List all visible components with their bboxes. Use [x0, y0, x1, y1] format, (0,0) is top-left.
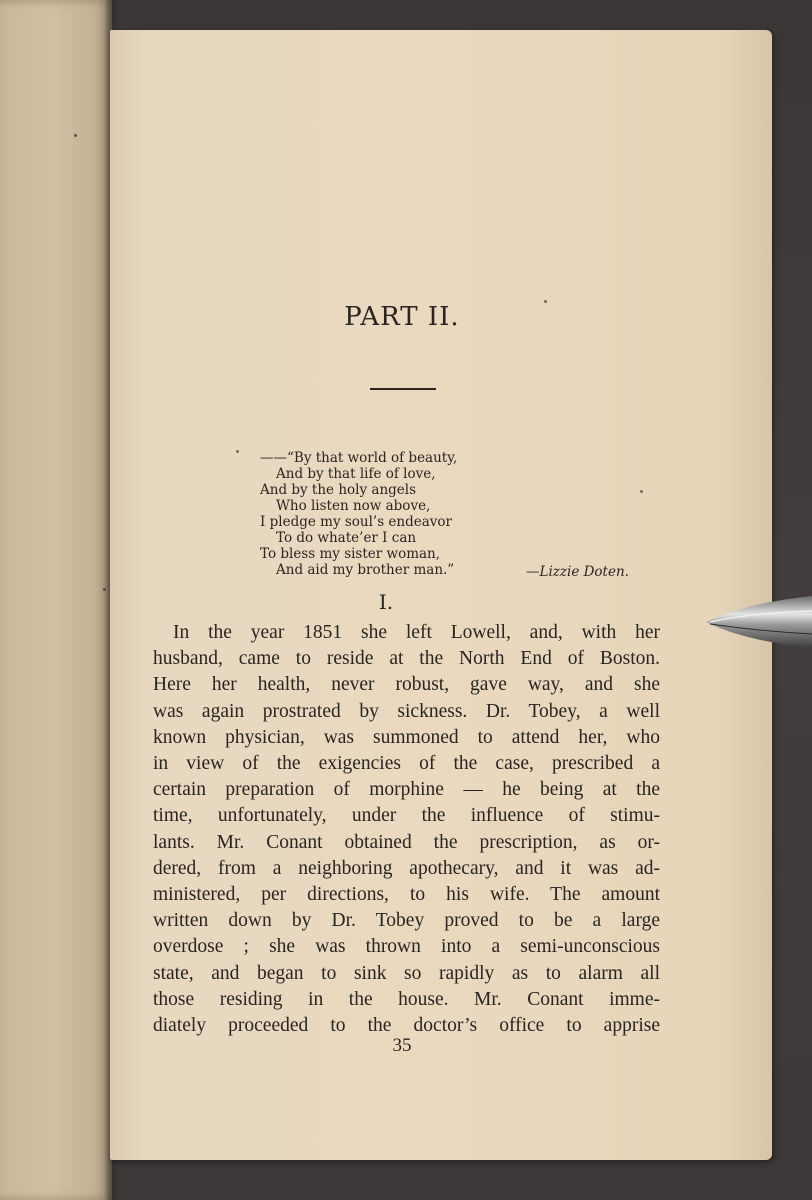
body-line: Here her health, never robust, gave way, and she	[153, 674, 660, 696]
body-line: written down by Dr. Tobey proved to be a large	[153, 910, 660, 932]
body-line: overdose ; she was thrown into a semi-unconscious	[153, 936, 660, 958]
body-line: in view of the exigencies of the case, prescribed a	[153, 753, 660, 775]
body-line: known physician, was summoned to attend her, who	[153, 726, 660, 748]
paper-speck	[236, 450, 239, 453]
paper-speck	[640, 490, 643, 493]
metal-page-clip-icon	[704, 594, 812, 650]
body-line: state, and began to sink so rapidly as to alarm all	[153, 962, 660, 984]
body-line: time, unfortunately, under the influence of stimu-	[153, 805, 660, 827]
verse-line: I pledge my soul’s endeavor	[260, 514, 453, 530]
body-paragraph	[153, 620, 660, 1039]
body-line: lants. Mr. Conant obtained the prescription, as or-	[153, 831, 660, 853]
page-number: 35	[392, 1035, 412, 1056]
title-rule	[370, 388, 436, 390]
verse-line: ——“By that world of beauty,	[260, 450, 458, 466]
epigraph-attribution: —Lizzie Doten.	[526, 564, 629, 580]
body-line: diately proceeded to the doctor’s office to apprise	[153, 1015, 660, 1037]
verse-line: And by that life of love,	[276, 466, 436, 482]
paper-speck	[74, 134, 77, 137]
body-line: those residing in the house. Mr. Conant imme-	[153, 988, 660, 1010]
epigraph-verse	[260, 450, 520, 578]
verse-line: And by the holy angels	[260, 482, 417, 498]
body-line: was again prostrated by sickness. Dr. Tobey, a well	[153, 700, 660, 722]
body-line: dered, from a neighboring apothecary, and it was ad-	[153, 857, 660, 879]
book-page	[110, 30, 772, 1160]
verse-line: To bless my sister woman,	[260, 546, 441, 562]
verse-line: Who listen now above,	[276, 498, 431, 514]
verse-line: To do whate’er I can	[276, 530, 417, 546]
body-line: ministered, per directions, to his wife. The amount	[153, 884, 660, 906]
body-line: certain preparation of morphine — he being at the	[153, 779, 660, 801]
section-numeral: I.	[378, 590, 394, 614]
body-line: In the year 1851 she left Lowell, and, with her	[173, 622, 660, 643]
body-line: husband, came to reside at the North End of Boston.	[153, 648, 660, 670]
part-title: PART II.	[344, 302, 460, 332]
verse-line: And aid my brother man.”	[276, 562, 455, 578]
facing-page-edge	[0, 0, 112, 1200]
